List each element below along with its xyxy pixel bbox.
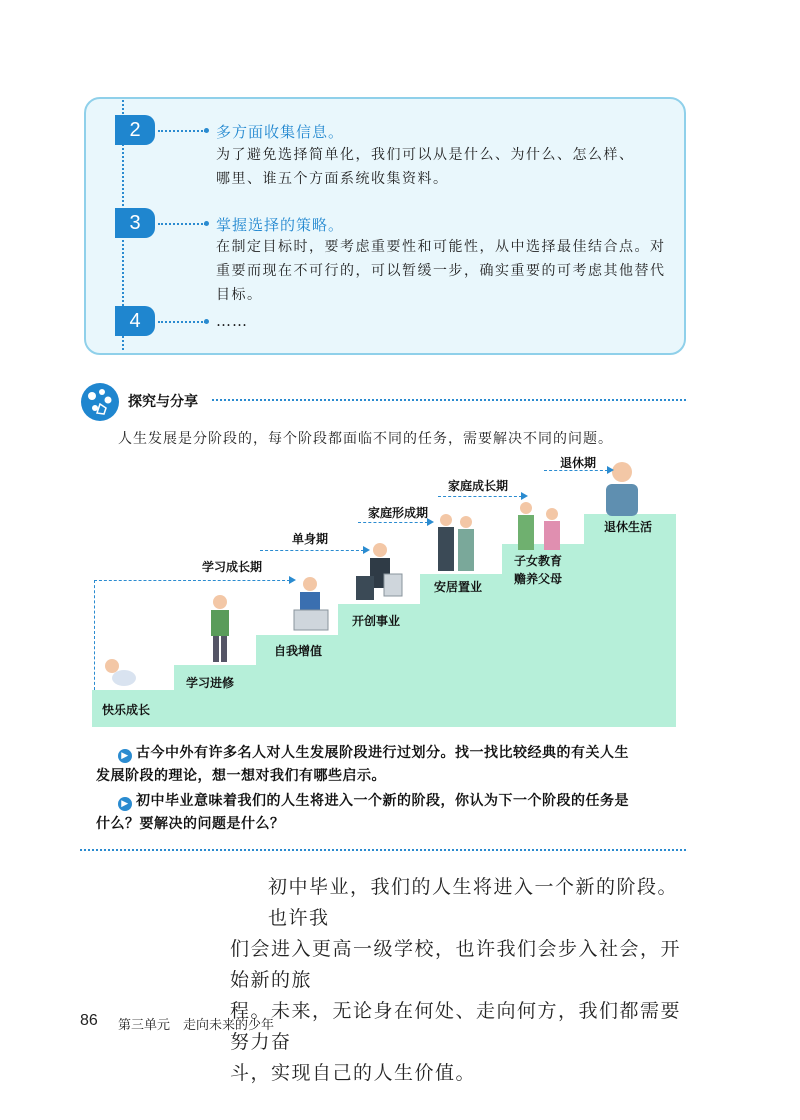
paragraph-line: 们会进入更高一级学校，也许我们会步入社会，开始新的旅 — [230, 938, 682, 991]
tip-connector — [158, 321, 206, 323]
phase-label: 学习成长期 — [202, 560, 263, 574]
stair-1 — [92, 690, 676, 727]
tip-body — [216, 235, 666, 307]
life-stages-diagram — [92, 452, 676, 727]
question-2 — [118, 789, 678, 813]
tip-body-line: 在制定目标时，要考虑重要性和可能性，从中选择最佳结合点。对 — [216, 239, 666, 255]
baby-figure — [100, 652, 140, 692]
tip-title: 多方面收集信息。 — [216, 123, 345, 141]
step-label: 安居置业 — [434, 580, 483, 594]
phase-label: 家庭形成期 — [368, 506, 429, 520]
phase-arrow — [94, 580, 290, 581]
phase-label: 单身期 — [292, 532, 329, 546]
phase-arrow — [438, 496, 522, 497]
paragraph-line: 程。未来，无论身在何处、走向何方，我们都需要努力奋 — [230, 1000, 682, 1053]
phase-label: 家庭成长期 — [448, 479, 509, 493]
stair-2 — [174, 665, 676, 690]
tip-connector-dot — [204, 319, 209, 324]
question-text: 古今中外有许多名人对人生发展阶段进行过划分。找一找比较经典的有关人生 — [136, 745, 629, 761]
tip-connector — [158, 130, 206, 132]
couple-figure — [432, 512, 482, 576]
explore-title: 探究与分享 — [128, 394, 198, 410]
tip-number-3: 3 — [115, 208, 155, 238]
tip-number-2: 2 — [115, 115, 155, 145]
question-1-cont: 发展阶段的理论，想一想对我们有哪些启示。 — [96, 768, 386, 784]
step-label: 快乐成长 — [102, 703, 151, 717]
tips-box — [84, 97, 686, 355]
step-label: 自我增值 — [274, 644, 323, 658]
tip-body-line: 哪里、谁五个方面系统收集资料。 — [216, 171, 449, 187]
tip-title: 掌握选择的策略。 — [216, 216, 345, 234]
question-text: 初中毕业意味着我们的人生将进入一个新的阶段，你认为下一个阶段的任务是 — [136, 793, 629, 809]
tip-connector-dot — [204, 221, 209, 226]
tip-number-4: 4 — [115, 306, 155, 336]
paragraph-line: 初中毕业，我们的人生将进入一个新的阶段。也许我 — [268, 876, 679, 929]
tip-connector — [158, 223, 206, 225]
explore-divider — [212, 399, 686, 401]
student-figure — [202, 592, 238, 667]
section-divider — [80, 849, 686, 851]
body-paragraph — [230, 872, 690, 1089]
footer-unit: 第三单元 — [118, 1018, 171, 1033]
step-label: 开创事业 — [352, 614, 401, 628]
step-label: 学习进修 — [186, 676, 235, 690]
step-label: 退休生活 — [604, 520, 653, 534]
tip-title: …… — [216, 312, 248, 330]
question-1 — [118, 741, 678, 765]
tip-body-line: 为了避免选择简单化，我们可以从是什么、为什么、怎么样、 — [216, 147, 635, 163]
family-figure — [512, 500, 570, 550]
paragraph-line: 斗，实现自己的人生价值。 — [230, 1062, 477, 1084]
footer-title: 走向未来的少年 — [183, 1018, 275, 1033]
phase-label: 退休期 — [560, 456, 597, 470]
tip-body-line: 重要而现在不可行的，可以暂缓一步，确实重要的可考虑其他替代 — [216, 263, 666, 279]
arrow-bullet-icon: ▶ — [118, 749, 132, 763]
question-2-cont: 什么？要解决的问题是什么？ — [96, 816, 285, 832]
phase-guide-line — [94, 580, 95, 690]
phase-arrow — [358, 522, 428, 523]
page-number: 86 — [80, 1012, 98, 1029]
arrow-bullet-icon: ▶ — [118, 797, 132, 811]
phase-arrow — [260, 550, 364, 551]
tip-body — [216, 143, 666, 191]
retiree-figure — [598, 458, 646, 516]
explore-intro: 人生发展是分阶段的，每个阶段都面临不同的任务，需要解决不同的问题。 — [118, 431, 613, 447]
step-label: 赡养父母 — [514, 572, 563, 586]
tip-connector-dot — [204, 128, 209, 133]
explore-icon — [80, 382, 120, 422]
tip-body-line: 目标。 — [216, 287, 263, 303]
step-label: 子女教育 — [514, 554, 563, 568]
